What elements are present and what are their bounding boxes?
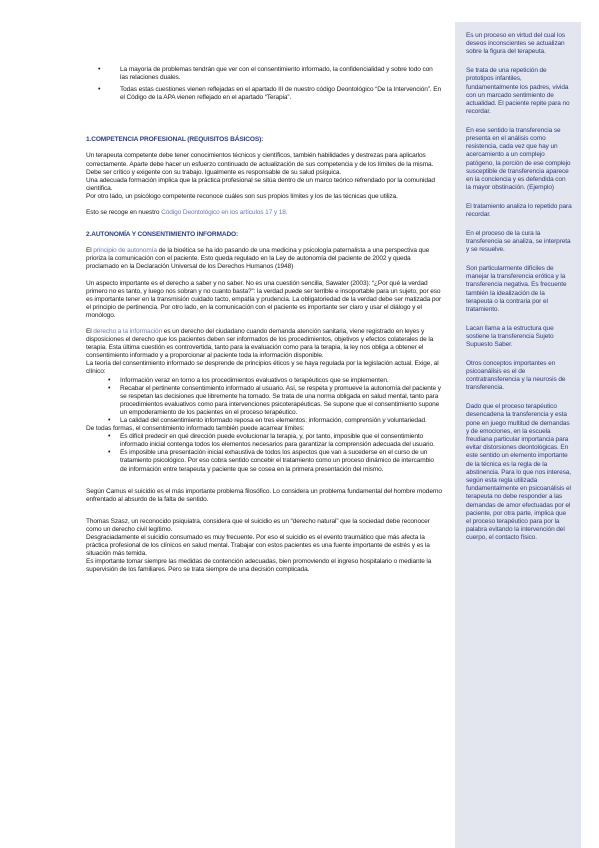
autonomy-paragraph <box>86 247 442 271</box>
section1-line-4: Por otro lado, un psicólogo competente reconoce cuáles son sus propios límites y los de las técnicas que utiliza. <box>86 192 398 200</box>
information-pre: El <box>86 327 94 335</box>
sidebar-notes-panel <box>455 22 581 848</box>
limit-item: • Es difícil predecir en qué dirección puede evolucionar la terapia, y, por tanto, imposible que el consentimiento informado inicial contenga todos los elementos necesarios para garantizar la comprensión adecuada del usuario. <box>120 433 442 449</box>
section1-heading: 1.COMPETENCIA PROFESIONAL (REQUISITOS BÁSICOS): <box>86 136 264 144</box>
sidebar-note: Lacan llama a la estructura que sostiene la transferencia Sujeto Supuesto Saber. <box>466 324 554 349</box>
sidebar-note: Es un proceso en virtud del cual los deseos inconscientes se actualizan sobre la figura del terapeuta. <box>466 32 566 56</box>
information-right-link[interactable]: derecho a la información <box>93 327 163 335</box>
sidebar-note: El tratamiento analiza lo repetido para recordar. <box>466 202 572 219</box>
sidebar-note: Se trata de una repetición de prototipos infantiles, fundamentalmente los padres, vivida con un marcado sentimiento de actualidad. El paciente repite para no recordar. <box>466 67 570 116</box>
sidebar-note: Dado que el proceso terapéutico desencadena la transferencia y esta pone en juego multitud de demandas y de emociones, en la escuela freudiana particular importancia para evitar distorsiones deontológicas. En este sentido un elemento importante de la técnica es la regla de la abstinencia. Para lo que nos interesa, según esta regla utilizada fundamentalmente en psicoanálisis el terapeuta no debe responder a las demandas de amor efectuadas por el paciente, por otra parte, implica que el proceso terapéutico para por la palabra evitando la intervención del cuerpo, el contacto físico. <box>466 403 571 542</box>
requirement-item: • Información veraz en torno a los procedimientos evaluativos o terapéuticos que se implementen. <box>120 377 442 385</box>
autonomy-principle-link[interactable]: principio de autonomía <box>93 247 157 255</box>
information-right-paragraph <box>86 328 442 360</box>
limit-item: • Es imposible una presentación inicial exhaustiva de todos los aspectos que van a sucederse en el curso de un tratamiento psicológico. Por eso cobra sentido concebir el tratamiento como un proceso dinámico de intercambio de información entre terapeuta y paciente que se cosea en la primera presentación del mismo. <box>120 449 442 473</box>
code-reference-text: Esto se recoge en nuestro <box>86 209 162 217</box>
section1-line-2: Debe ser crítico y exigente con su trabajo. Igualmente es responsable de su salud psíquica. <box>86 168 342 176</box>
section2-heading: 2.AUTONOMÍA Y CONSENTIMIENTO INFORMADO: <box>86 231 239 239</box>
containment-paragraph: Es importante tomar siempre las medidas de contención adecuadas, bien promoviendo el ingreso hospitalario o mediante la supervisión de los familiares. Pero se trata siempre de una decisión complicada. <box>86 558 432 574</box>
section1-line-3: Una adecuada formación implica que la práctica profesional se sitúa dentro de un marco teórico refrendado por la comunidad científica. <box>86 176 435 192</box>
sidebar-notes <box>466 32 572 553</box>
requirements-list <box>86 377 442 426</box>
main-column <box>86 66 442 575</box>
code-reference <box>86 209 442 217</box>
information-post: es un derecho del ciudadano cuando demanda atención sanitaria, viene registrado en leyes y disposiciones el derecho que los pacientes deben ser informados de los procedimientos, objetivos y efectos colaterales de la terapia. Esta última cuestión es controvertida, tanto para la evaluación como para la terapia, la ley nos obliga a obtener el consentimiento informado y a proporcionar al paciente toda la información disponible. <box>86 327 434 360</box>
sidebar-note: En el proceso de la cura la transferencia se analiza, se interpreta y se resuelve. <box>466 229 571 254</box>
limits-list <box>86 433 442 473</box>
intro-bullet-2: • Todas estas cuestiones vienen reflejadas en el apartado III de nuestro código Deontológico “De la Intervención”. En el Código de la APA vienen reflejado en el apartado “Terapia”. <box>120 86 442 102</box>
sidebar-note: En ese sentido la transferencia se presenta en el análisis como resistencia, cada vez que hay un acercamiento a un complejo patógeno, la porción de ese complejo susceptible de transferencia aparece en la conciencia y es defendida con la mayor obstinación. (Ejemplo) <box>466 126 571 192</box>
right-to-know-paragraph: Un aspecto importante es el derecho a saber y no saber. No es una cuestión sencilla, Sawater (2003): “¿Por qué la verdad primero no es tanto, y luego nos sobran y no cuanto basta?”: la verdad puede ser terrible e insoportable para un sujeto, por eso es importante tener en la transmisión cuidado tacto, empatía y prudencia. La obligatoriedad de la verdad debe ser matizada por el principio de pertinencia. Por otro lado, en la comunicación con el paciente es importante ser claro y usar el diálogo y el monólogo. <box>86 279 442 319</box>
suicide-paragraph: Desgraciadamente el suicidio consumado es muy frecuente. Por eso el suicidio es el evento traumático que más afecta la práctica profesional de los clínicos en salud mental. Trabajar con estos pacientes es una fuente importante de estrés y es la situación más temida. <box>86 534 430 558</box>
szasz-paragraph: Thomas Szasz, un reconocido psiquiatra, considera que el suicidio es un “derecho natural” que la sociedad debe reconocer como un derecho civil legítimo. <box>86 517 430 533</box>
requirement-item: • La calidad del consentimiento informado reposa en tres elementos: información, comprensión y voluntariedad. <box>120 417 442 425</box>
requirement-item: • Recabar el pertinente consentimiento informado al usuario. Así, se respeta y promueve la autonomía del paciente y se respetan las decisiones que libremente ha tomado. Se trata de una norma obligada en salud mental, tanto para procedimientos evaluativos como para intervenciones psicoterapéuticas. Se supone que el consentimiento supone un empoderamiento de los pacientes en el proceso terapéutico. <box>120 385 442 417</box>
intro-bullet-list <box>86 66 442 102</box>
sidebar-note: Son particularmente difíciles de manejar la transferencia erótica y la transferencia negativa. Es frecuente también la idealización de la terapeuta o la contraria por el tratamiento. <box>466 264 567 313</box>
code-reference-link[interactable]: Código Deontológico en los artículos 17 y 18. <box>161 209 288 217</box>
informed-consent-theory: La teoría del consentimiento informado se desprende de principios éticos y se haya regulada por la legislación actual. Exige, al clínico: <box>86 360 439 376</box>
section1-line-1: Un terapeuta competente debe tener conocimientos técnicos y científicos, también habilidades y destrezas para aplicarlos correctamente. Aparte debe hacer un esfuerzo continuado de actualización de sus competencia y de los límites de la misma. <box>86 152 434 168</box>
camus-paragraph: Según Camus el suicidio es el más importante problema filosófico. Lo considera un problema fundamental del hombre moderno enfrentado al absurdo de la falta de sentido. <box>86 487 442 503</box>
limits-intro: De todas formas, el consentimiento informado también puede acarrear límites: <box>86 425 305 433</box>
sidebar-note: Otros conceptos importantes en psicoanálisis es el de contratransferencia y la neurosis de transferencia. <box>466 359 566 392</box>
autonomy-post: de la bioética se ha ido pasando de una medicina y psicología paternalista a una perspectiva que prioriza la comunicación con el paciente. Esto queda regulado en la Ley de autonomía del paciente de 2002 y queda proclamado en la Declaración Universal de los Derechos Humanos (1948) <box>86 247 430 271</box>
intro-bullet-1: • La mayoría de problemas tendrán que ver con el consentimiento informado, la confidencialidad y sobre todo con las relaciones duales. <box>120 66 442 82</box>
autonomy-pre: El <box>86 247 94 255</box>
